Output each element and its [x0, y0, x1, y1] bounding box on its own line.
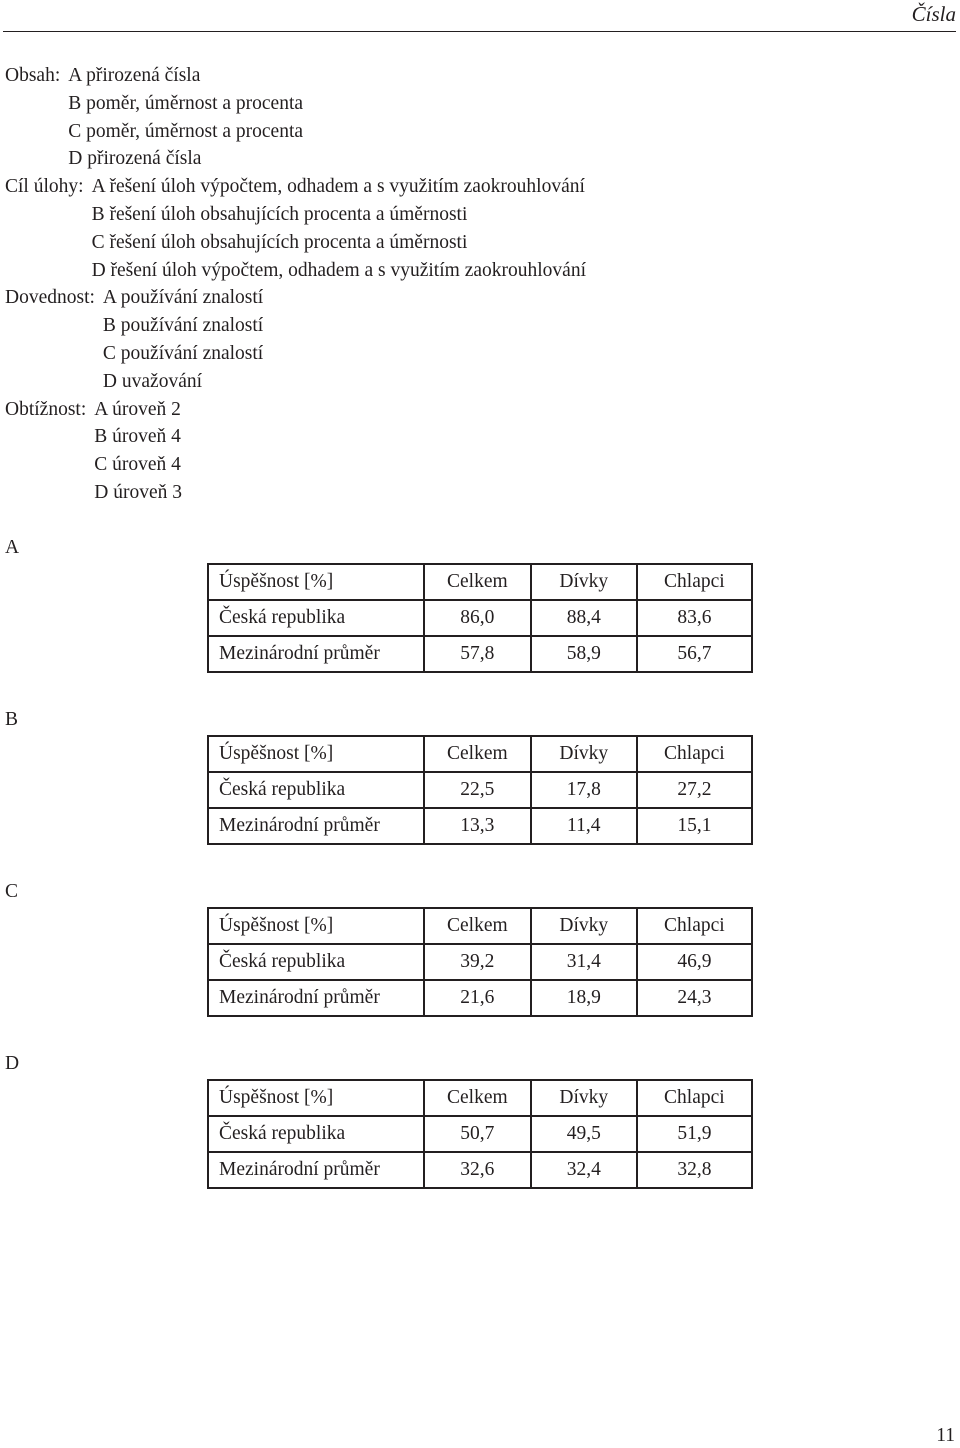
meta-content-a: A přirozená čísla	[68, 65, 201, 86]
table-row	[208, 1116, 752, 1152]
header-cell: Dívky	[531, 1080, 637, 1116]
meta-skill-d: D uvažování	[102, 370, 203, 392]
table-cell: 88,4	[531, 600, 637, 636]
meta-content	[5, 62, 586, 173]
meta-content-b: B poměr, úměrnost a procenta	[68, 92, 304, 114]
results-table-d	[207, 1079, 753, 1189]
header-cell: Celkem	[424, 908, 531, 944]
table-cell: 49,5	[531, 1116, 637, 1152]
table-header-row	[208, 564, 752, 600]
meta-label-goal: Cíl úlohy:	[5, 176, 84, 198]
table-row	[208, 600, 752, 636]
row-label: Mezinárodní průměr	[208, 1152, 424, 1188]
header-cell: Chlapci	[637, 908, 752, 944]
table-header-row	[208, 908, 752, 944]
meta-goal	[5, 173, 586, 284]
meta-skill	[5, 284, 586, 395]
header-cell: Celkem	[424, 736, 531, 772]
table-row	[208, 944, 752, 980]
table-header-row	[208, 736, 752, 772]
results-table-a	[207, 563, 753, 673]
option-label-b: B	[5, 709, 19, 730]
header-cell: Úspěšnost [%]	[208, 908, 424, 944]
row-label: Česká republika	[208, 600, 424, 636]
meta-skill-b: B používání znalostí	[102, 315, 264, 337]
option-label-d: D	[5, 1053, 20, 1074]
header-cell: Dívky	[531, 908, 637, 944]
table-header-row	[208, 1080, 752, 1116]
table-row	[208, 808, 752, 844]
header-cell: Úspěšnost [%]	[208, 1080, 424, 1116]
header-cell: Celkem	[424, 564, 531, 600]
table-cell: 39,2	[424, 944, 531, 980]
table-cell: 57,8	[424, 636, 531, 672]
header-cell: Celkem	[424, 1080, 531, 1116]
table-cell: 15,1	[637, 808, 752, 844]
meta-goal-b: B řešení úloh obsahujících procenta a úměrnosti	[91, 203, 468, 225]
header-cell: Dívky	[531, 736, 637, 772]
task-metadata	[5, 62, 586, 507]
option-label-c: C	[5, 881, 19, 902]
table-row	[208, 1152, 752, 1188]
header-cell: Chlapci	[637, 736, 752, 772]
meta-content-d: D přirozená čísla	[68, 148, 202, 170]
table-cell: 24,3	[637, 980, 752, 1016]
table-cell: 32,4	[531, 1152, 637, 1188]
meta-skill-c: C používání znalostí	[102, 342, 264, 364]
table-cell: 46,9	[637, 944, 752, 980]
meta-label-content: Obsah:	[5, 65, 61, 86]
meta-content-c: C poměr, úměrnost a procenta	[68, 120, 304, 142]
row-label: Česká republika	[208, 944, 424, 980]
header-cell: Chlapci	[637, 564, 752, 600]
meta-difficulty	[5, 396, 586, 507]
table-row	[208, 980, 752, 1016]
table-cell: 86,0	[424, 600, 531, 636]
table-cell: 83,6	[637, 600, 752, 636]
header-cell: Dívky	[531, 564, 637, 600]
table-cell: 56,7	[637, 636, 752, 672]
header-cell: Chlapci	[637, 1080, 752, 1116]
table-cell: 31,4	[531, 944, 637, 980]
table-row	[208, 772, 752, 808]
meta-label-skill: Dovednost:	[5, 287, 95, 309]
header-cell: Úspěšnost [%]	[208, 736, 424, 772]
table-row	[208, 636, 752, 672]
row-label: Mezinárodní průměr	[208, 980, 424, 1016]
meta-goal-c: C řešení úloh obsahujících procenta a úměrnosti	[91, 231, 468, 253]
table-cell: 58,9	[531, 636, 637, 672]
table-cell: 32,6	[424, 1152, 531, 1188]
row-label: Česká republika	[208, 1116, 424, 1152]
option-label-a: A	[5, 537, 20, 558]
table-cell: 17,8	[531, 772, 637, 808]
meta-difficulty-c: C úroveň 4	[94, 454, 181, 476]
row-label: Mezinárodní průměr	[208, 808, 424, 844]
meta-difficulty-b: B úroveň 4	[94, 426, 181, 448]
table-cell: 11,4	[531, 808, 637, 844]
row-label: Česká republika	[208, 772, 424, 808]
table-cell: 18,9	[531, 980, 637, 1016]
results-table-c	[207, 907, 753, 1017]
header-cell: Úspěšnost [%]	[208, 564, 424, 600]
meta-goal-d: D řešení úloh výpočtem, odhadem a s využitím zaokrouhlování	[91, 259, 586, 281]
meta-difficulty-d: D úroveň 3	[94, 481, 182, 503]
table-cell: 32,8	[637, 1152, 752, 1188]
table-cell: 13,3	[424, 808, 531, 844]
row-label: Mezinárodní průměr	[208, 636, 424, 672]
meta-skill-a: A používání znalostí	[102, 287, 264, 309]
table-cell: 51,9	[637, 1116, 752, 1152]
results-table-b	[207, 735, 753, 845]
table-cell: 21,6	[424, 980, 531, 1016]
running-header-title: Čísla	[911, 2, 956, 26]
meta-label-difficulty: Obtížnost:	[5, 398, 87, 420]
meta-difficulty-a: A úroveň 2	[94, 398, 181, 420]
table-cell: 27,2	[637, 772, 752, 808]
table-cell: 22,5	[424, 772, 531, 808]
meta-goal-a: A řešení úloh výpočtem, odhadem a s využitím zaokrouhlování	[91, 176, 585, 198]
header-divider	[3, 31, 956, 32]
table-cell: 50,7	[424, 1116, 531, 1152]
page-number: 11	[936, 1425, 955, 1446]
